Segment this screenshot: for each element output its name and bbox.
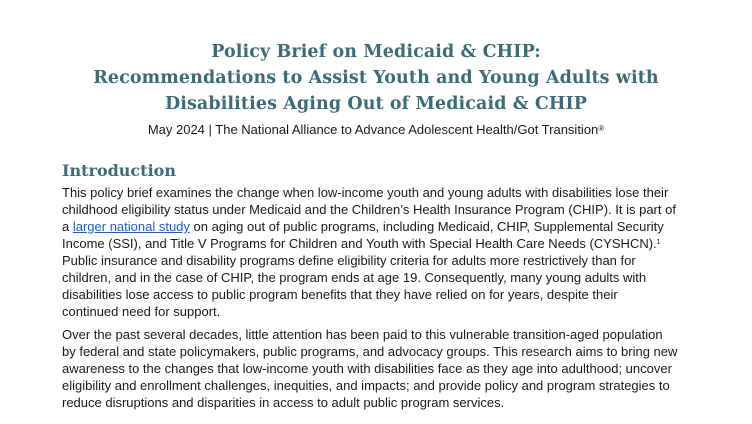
paragraph-line [62,235,702,252]
title-line-3: Disabilities Aging Out of Medicaid & CHIP [164,94,588,114]
section-heading: Introduction [62,161,176,180]
link-suffix: on aging out of public programs, including Medicaid, CHIP, Supplemental Security [189,219,664,234]
intro-paragraph-1 [62,184,702,320]
paragraph-line [62,218,702,235]
paragraph-text: Income (SSI), and Title V Programs for Children and Youth with Special Health Care Needs (CYSHCN). [62,236,657,251]
paragraph-line: by federal and state policymakers, public programs, and advocacy groups. This research aims to bring new [62,344,678,359]
intro-paragraph-2 [62,326,702,411]
footnote-marker[interactable]: 1 [656,239,661,246]
title-line-2: Recommendations to Assist Youth and Young Adults with [93,68,659,88]
registered-mark: ® [598,124,605,133]
paragraph-line: awareness to the changes that low-income youth with disabilities face as they age into adulthood; uncover [62,361,672,376]
paragraph-line: continued need for support. [62,304,221,319]
link-prefix: a [62,219,73,234]
paragraph-line: This policy brief examines the change when low-income youth and young adults with disabilities lose their [62,185,669,200]
larger-national-study-link[interactable]: larger national study [72,219,190,234]
paragraph-line: disabilities lose access to public program benefits that they have relied on for years, despite their [62,287,618,302]
subtitle-text: May 2024 | The National Alliance to Advance Adolescent Health/Got Transition [147,122,599,137]
paragraph-line: eligibility and enrollment challenges, inequities, and impacts; and provide policy and program strategies to [62,378,670,393]
paragraph-line: Over the past several decades, little attention has been paid to this vulnerable transition-aged population [62,327,663,342]
document-subtitle [0,122,752,138]
paragraph-line: reduce disruptions and disparities in access to adult public program services. [62,395,505,410]
paragraph-line: Public insurance and disability programs define eligibility criteria for adults more restrictively than for [62,253,636,268]
paragraph-line: childhood eligibility status under Medicaid and the Children’s Health Insurance Program (CHIP). It is part of [62,202,676,217]
document-title [0,39,752,117]
title-line-1: Policy Brief on Medicaid & CHIP: [211,42,541,62]
paragraph-line: children, and in the case of CHIP, the program ends at age 19. Consequently, many young adults with [62,270,647,285]
